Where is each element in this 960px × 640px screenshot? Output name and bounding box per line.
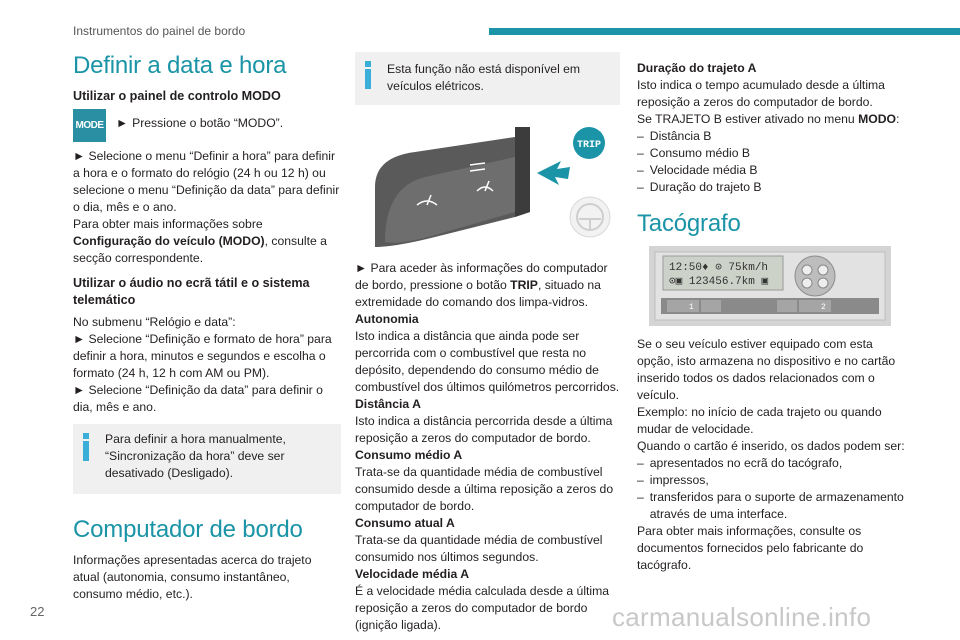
text: : (895, 112, 900, 126)
tacho-display-line2: ⊙▣ 123456.7km ▣ (669, 276, 769, 288)
list-text: Velocidade média B (649, 163, 758, 177)
list-item (637, 472, 907, 489)
trip-items (355, 311, 620, 634)
watermark: carmanualsonline.info (612, 602, 872, 632)
trip-b-intro (637, 111, 907, 128)
item-title: Autonomia (355, 312, 419, 326)
tachograph-svg (649, 246, 891, 326)
trip-badge-label: TRIP (576, 140, 602, 151)
section-title-date-time: Definir a data e hora (73, 52, 287, 79)
dash-icon: – (637, 163, 644, 177)
list-text: Consumo médio B (649, 146, 751, 160)
step-time-format (73, 331, 341, 382)
dash-icon: – (637, 129, 644, 143)
item-text: Isto indica a distância que ainda pode ser percorrida com o combustível que resta no depósito, dependendo do consumo médio de combustível dos últimos quilómetros percorridos. (355, 329, 620, 394)
text: Para obter mais informações sobre (73, 217, 263, 231)
more-info-link-text: Configuração do veículo (MODO) (73, 234, 265, 248)
step-select-menu (73, 148, 341, 216)
item-title: Velocidade média A (355, 567, 470, 581)
trip-computer-intro: Informações apresentadas acerca do trajeto atual (autonomia, consumo instantâneo, consumo médio, etc.). (73, 553, 312, 601)
running-header: Instrumentos do painel de bordo (73, 24, 246, 38)
arrow-icon: ► (73, 149, 86, 163)
item-text: Isto indica a distância percorrida desde a última reposição a zeros do computador de bordo. (355, 414, 613, 445)
list-item (637, 145, 907, 162)
text: Para aceder às informações do computador de bordo, pressione o botão (355, 261, 608, 292)
step-text: Selecione “Definição e formato de hora” para definir a hora, minutos e segundos e escolha o formato (24 h, 12 h com AM ou PM). (73, 332, 332, 380)
list-item (637, 162, 907, 179)
info-note-time-sync (73, 424, 341, 494)
mode-label: MODO (858, 112, 896, 126)
info-icon (365, 61, 372, 89)
tacho-para-3: Quando o cartão é inserido, os dados podem ser: (637, 439, 905, 453)
wiper-stalk-svg (355, 117, 620, 252)
text: Se TRAJETO B estiver ativado no menu (637, 112, 859, 126)
list-item (637, 179, 907, 196)
subheading-mode-panel: Utilizar o painel de controlo MODO (73, 89, 281, 103)
card-data-list (637, 455, 907, 523)
list-item (637, 128, 907, 145)
section-title-tachograph: Tacógrafo (637, 210, 741, 237)
step-text: Pressione o botão “MODO”. (132, 116, 284, 130)
more-info-paragraph (73, 216, 341, 267)
list-text: Duração do trajeto B (649, 180, 762, 194)
trip-b-list (637, 128, 907, 196)
tacho-para-4: Para obter mais informações, consulte os documentos fornecidos pelo fabricante do tacógrafo. (637, 524, 864, 572)
arrow-icon: ► (116, 116, 129, 130)
item-title: Consumo atual A (355, 516, 455, 530)
info-note-electric (355, 52, 620, 105)
note-text: Esta função não está disponível em veículos elétricos. (387, 62, 581, 93)
duration-text: Isto indica o tempo acumulado desde a última reposição a zeros do computador de bordo. (637, 78, 885, 109)
item-text: Trata-se da quantidade média de combustível consumido nos últimos segundos. (355, 533, 603, 564)
dash-icon: – (637, 180, 644, 194)
arrow-icon: ► (73, 332, 86, 346)
step-press-mode (116, 115, 283, 132)
tacho-slot-1: 1 (689, 303, 694, 312)
step-text: Selecione o menu “Definir a hora” para definir a hora e o formato do relógio (24 h ou 12 h) ou selecione o menu “Definição da data” para definir o dia, mês e o ano. (73, 149, 340, 214)
list-text: transferidos para o suporte de armazenamento através de uma interface. (649, 490, 904, 521)
trip-label: TRIP (510, 278, 538, 292)
column-right (637, 60, 907, 574)
mode-button-icon: MODE (73, 109, 106, 142)
column-middle (355, 52, 620, 634)
list-text: impressos, (649, 473, 709, 487)
arrow-icon: ► (73, 383, 86, 397)
header-accent-bar (489, 28, 960, 35)
note-text: Para definir a hora manualmente, “Sincronização da hora” deve ser desativado (Desligado). (105, 432, 286, 480)
info-icon (83, 433, 90, 461)
item-title: Distância A (355, 397, 421, 411)
list-text: Distância B (649, 129, 712, 143)
duration-title: Duração do trajeto A (637, 61, 757, 75)
tachograph-illustration (649, 246, 907, 326)
page-number: 22 (30, 604, 45, 619)
text: , situado na extremidade do comando dos limpa-vidros. (355, 278, 601, 309)
wiper-stalk-illustration (355, 117, 620, 252)
tacho-para-2: Exemplo: no início de cada trajeto ou quando mudar de velocidade. (637, 405, 882, 436)
dash-icon: – (637, 146, 644, 160)
column-left (73, 52, 341, 603)
tacho-display-line1: 12:50♦ ⊙ 75km/h (669, 262, 769, 274)
dash-icon: – (637, 490, 644, 504)
tacho-para-1: Se o seu veículo estiver equipado com esta opção, isto armazena no dispositivo e no cartão inserido todos os dados relacionados com o veículo. (637, 337, 896, 402)
list-text: apresentados no ecrã do tacógrafo, (649, 456, 843, 470)
step-text: Selecione “Definição da data” para definir o dia, mês e ano. (73, 383, 323, 414)
tacho-slot-2: 2 (821, 303, 826, 312)
text: , consulte a secção correspondente. (73, 234, 327, 265)
list-item (637, 489, 907, 523)
list-item (637, 455, 907, 472)
section-title-trip-computer: Computador de bordo (73, 516, 303, 543)
arrow-icon: ► (355, 261, 368, 275)
item-title: Consumo médio A (355, 448, 463, 462)
step-date (73, 382, 341, 416)
step-trip (355, 260, 620, 311)
item-text: É a velocidade média calculada desde a última reposição a zeros do computador de bordo (ignição ligada). (355, 584, 610, 632)
item-text: Trata-se da quantidade média de combustível consumido desde a última reposição a zeros do computador de bordo. (355, 465, 614, 513)
dash-icon: – (637, 456, 644, 470)
subheading-touchscreen: Utilizar o áudio no ecrã tátil e o sistema telemático (73, 276, 310, 307)
mode-step-row (73, 109, 341, 142)
dash-icon: – (637, 473, 644, 487)
submenu-intro: No submenu “Relógio e data”: (73, 315, 236, 329)
